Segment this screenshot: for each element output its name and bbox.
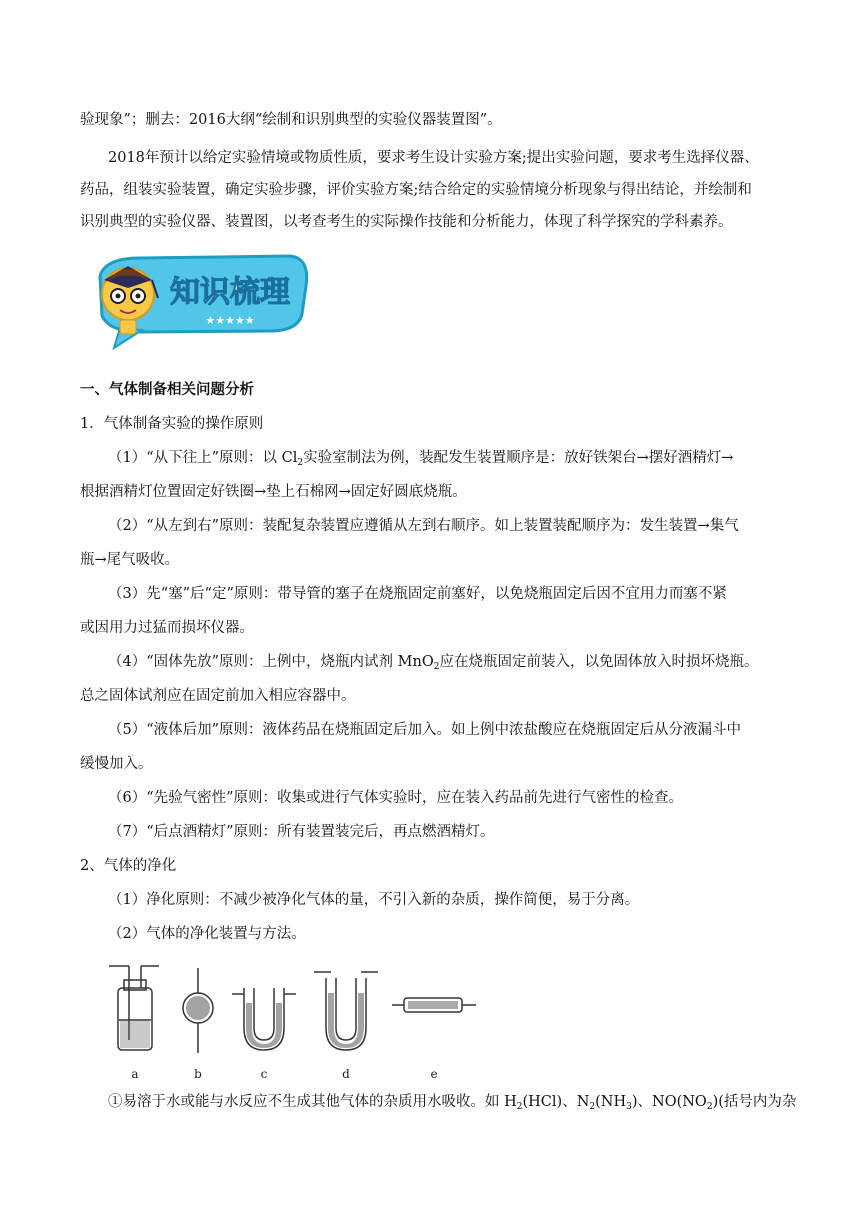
rule-line: （1）“从下往上”原则：以 $Cl_2$实验室制法为例，装配发生装置顺序是：放好铁架台→摆好酒精灯→ — [108, 450, 734, 468]
apparatus-label-c: c — [260, 1067, 268, 1081]
paragraph-line: 2018年预计以给定实验情境或物质性质，要求考生设计实验方案;提出实验问题，要求考生选择仪器、 — [108, 150, 759, 166]
rule-line: 缓慢加入。 — [80, 756, 153, 772]
rule-line: 或因用力过猛而损坏仪器。 — [80, 620, 254, 636]
rule-line: （3）先“塞”后“定”原则：带导管的塞子在烧瓶固定前塞好，以免烧瓶固定后因不宜用力而塞不紧 — [108, 586, 727, 602]
subsection-heading: 2、气体的净化 — [80, 858, 177, 874]
badge-graphic — [80, 236, 316, 356]
badge-title: 知识梳理 — [170, 275, 290, 310]
paragraph-line: 验现象”；删去：2016大纲“绘制和识别典型的实验仪器装置图”。 — [80, 112, 502, 128]
rule-line: （1）净化原则：不减少被净化气体的量，不引入新的杂质，操作简便，易于分离。 — [108, 892, 640, 908]
rule-line: 瓶→尾气吸收。 — [80, 552, 180, 568]
rule-line: （5）“液体后加”原则：液体药品在烧瓶固定后加入。如上例中浓盐酸应在烧瓶固定后从分液漏斗中 — [108, 722, 742, 738]
rule-line: ①易溶于水或能与水反应不生成其他气体的杂质用水吸收。如 $H_2(HCl)$、$N_2(NH_3)$、$NO(NO_2)$(括号内为杂 — [108, 1094, 797, 1112]
apparatus-label-e: e — [430, 1067, 438, 1081]
badge-stars: ★★★★★ — [205, 314, 255, 327]
rule-line: （2）气体的净化装置与方法。 — [108, 926, 306, 942]
purification-apparatus-figure — [104, 958, 494, 1086]
rule-line: 根据酒精灯位置固定好铁圈→垫上石棉网→固定好圆底烧瓶。 — [80, 484, 467, 500]
apparatus-label-d: d — [342, 1067, 350, 1081]
rule-line: （4）“固体先放”原则：上例中，烧瓶内试剂 MnO$_2$应在烧瓶固定前装入，以免固体放入时损坏烧瓶。 — [108, 654, 759, 672]
apparatus-label-b: b — [194, 1067, 202, 1081]
paragraph-line: 识别典型的实验仪器、装置图，以考查考生的实际操作技能和分析能力，体现了科学探究的学科素养。 — [80, 214, 733, 230]
apparatus-drawing — [104, 958, 494, 1086]
subsection-heading: 1．气体制备实验的操作原则 — [80, 416, 264, 432]
paragraph-line: 药品，组装实验装置，确定实验步骤，评价实验方案;结合给定的实验情境分析现象与得出结论，并绘制和 — [80, 182, 752, 198]
rule-line: （2）“从左到右”原则：装配复杂装置应遵循从左到右顺序。如上装置装配顺序为：发生装置→集气 — [108, 518, 739, 534]
rule-line: （6）“先验气密性”原则：收集或进行气体实验时，应在装入药品前先进行气密性的检查。 — [108, 790, 684, 806]
rule-line: （7）“后点酒精灯”原则：所有装置装完后，再点燃酒精灯。 — [108, 824, 495, 840]
section-heading: 一、气体制备相关问题分析 — [80, 382, 254, 398]
knowledge-badge — [80, 236, 316, 356]
rule-line: 总之固体试剂应在固定前加入相应容器中。 — [80, 688, 356, 704]
apparatus-label-a: a — [131, 1067, 139, 1081]
